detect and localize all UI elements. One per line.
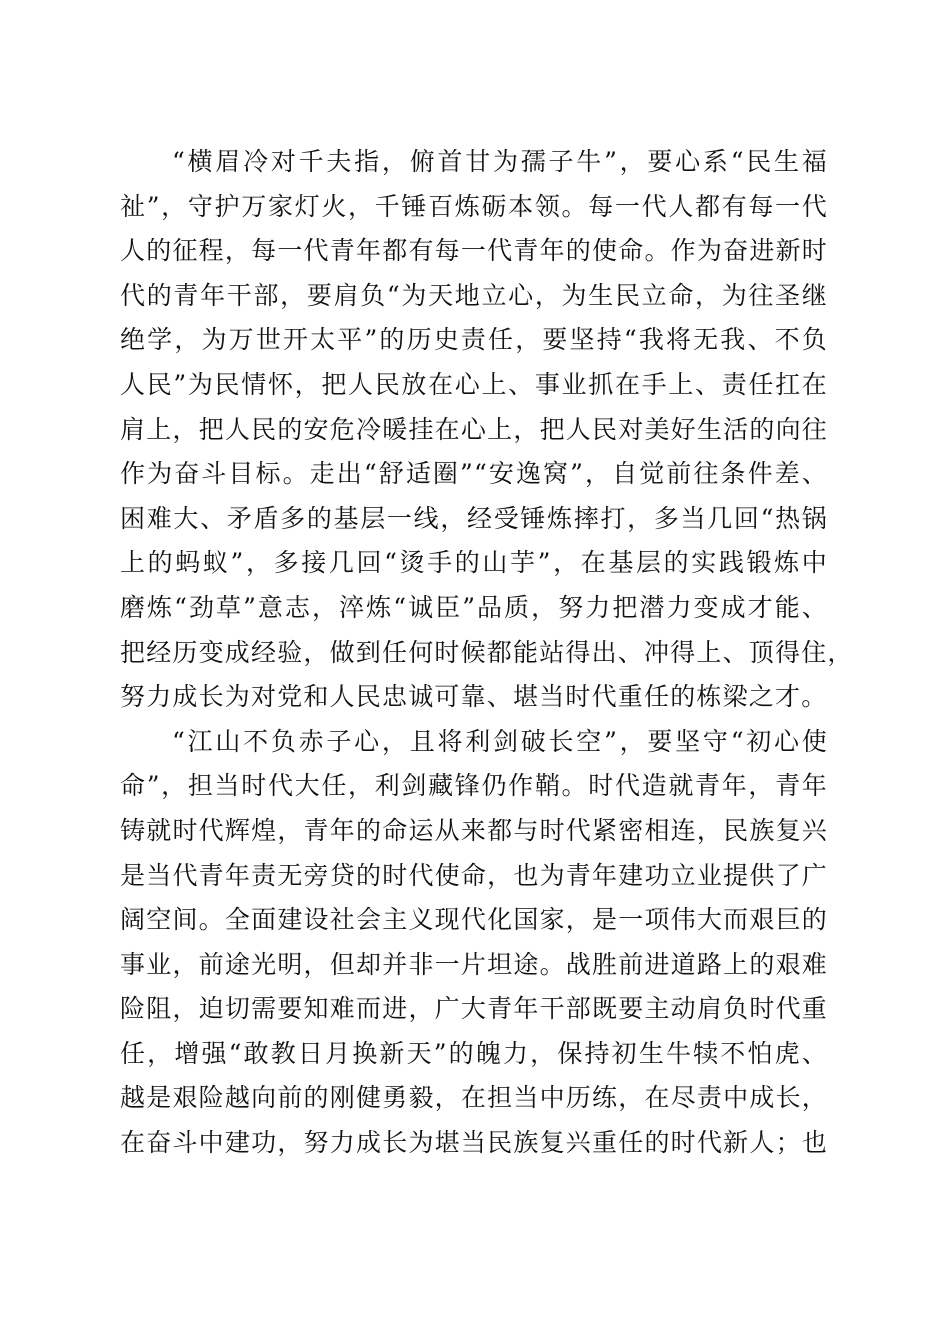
paragraph-1 (120, 140, 854, 720)
paragraph-line: 磨炼“劲草”意志，淬炼“诚臣”品质，努力把潜力变成才能、 (120, 592, 828, 622)
paragraph-line: 在奋斗中建功，努力成长为堪当民族复兴重任的时代新人；也 (120, 1128, 828, 1158)
paragraph-line: 越是艰险越向前的刚健勇毅，在担当中历练，在尽责中成长， (120, 1083, 828, 1113)
paragraph-line: 肩上，把人民的安危冷暖挂在心上，把人民对美好生活的向往 (120, 414, 828, 444)
paragraph-line: 险阻，迫切需要知难而进，广大青年干部既要主动肩负时代重 (120, 994, 828, 1024)
paragraph-line: 把经历变成经验，做到任何时候都能站得出、冲得上、顶得住， (120, 637, 854, 667)
paragraph-line: 是当代青年责无旁贷的时代使命，也为青年建功立业提供了广 (120, 860, 828, 890)
paragraph-line: 命”，担当时代大任，利剑藏锋仍作鞘。时代造就青年，青年 (120, 771, 828, 801)
paragraph-line: “江山不负赤子心，且将利剑破长空”，要坚守“初心使 (172, 726, 828, 756)
paragraph-line: 祉”，守护万家灯火，千锤百炼砺本领。每一代人都有每一代 (120, 191, 828, 221)
paragraph-line: “横眉冷对千夫指，俯首甘为孺子牛”，要心系“民生福 (172, 147, 828, 176)
paragraph-line: 上的蚂蚁”，多接几回“烫手的山芋”，在基层的实践锻炼中 (120, 548, 828, 578)
paragraph-line: 代的青年干部，要肩负“为天地立心，为生民立命，为往圣继 (120, 280, 828, 310)
paragraph-line: 绝学，为万世开太平”的历史责任，要坚持“我将无我、不负 (120, 325, 828, 355)
document-body (120, 140, 854, 1166)
paragraph-line: 阔空间。全面建设社会主义现代化国家，是一项伟大而艰巨的 (120, 905, 828, 935)
paragraph-line: 努力成长为对党和人民忠诚可靠、堪当时代重任的栋梁之才。 (120, 682, 828, 712)
paragraph-2 (120, 720, 828, 1166)
paragraph-line: 作为奋斗目标。走出“舒适圈”“安逸窝”，自觉前往条件差、 (120, 459, 828, 489)
paragraph-line: 事业，前途光明，但却并非一片坦途。战胜前进道路上的艰难 (120, 949, 828, 979)
paragraph-line: 铸就时代辉煌，青年的命运从来都与时代紧密相连，民族复兴 (120, 815, 828, 845)
paragraph-line: 人的征程，每一代青年都有每一代青年的使命。作为奋进新时 (120, 236, 828, 266)
paragraph-line: 困难大、矛盾多的基层一线，经受锤炼摔打，多当几回“热锅 (120, 503, 828, 533)
paragraph-line: 任，增强“敢教日月换新天”的魄力，保持初生牛犊不怕虎、 (120, 1038, 828, 1068)
paragraph-line: 人民”为民情怀，把人民放在心上、事业抓在手上、责任扛在 (120, 369, 828, 399)
